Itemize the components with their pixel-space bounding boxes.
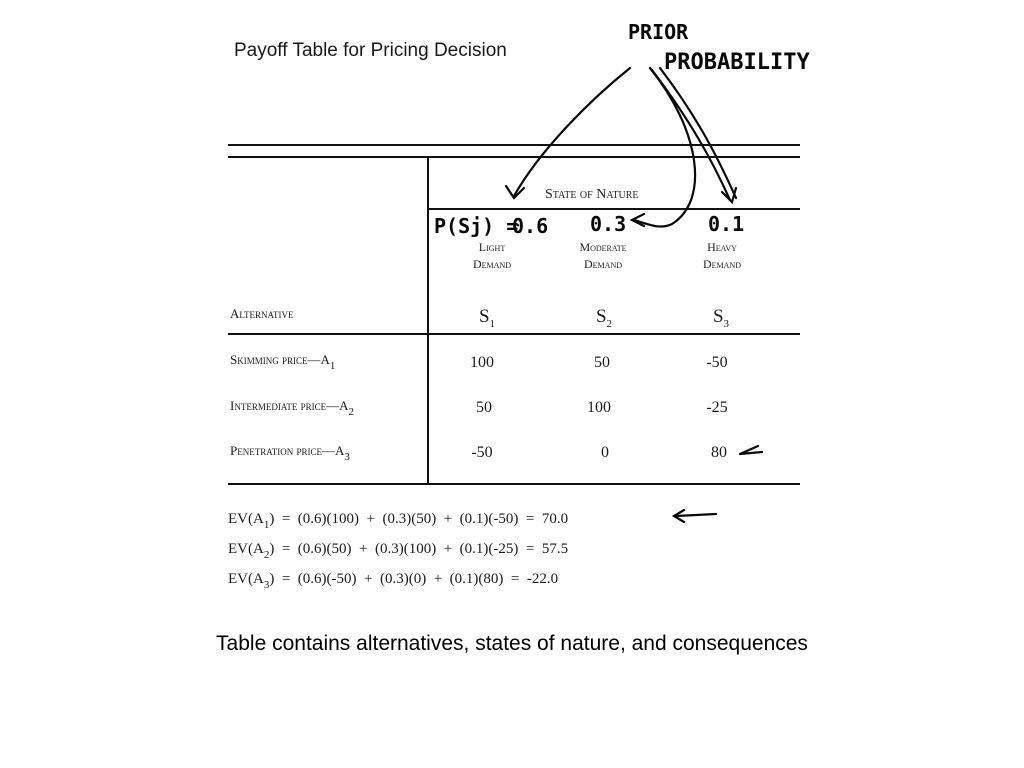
payoff-a1-s1: 100 xyxy=(470,354,494,371)
annotation-prior: PRIOR xyxy=(628,20,689,44)
payoff-a2-s1: 50 xyxy=(476,399,492,416)
row-label-skimming: Skimming $price—A_1$ xyxy=(230,352,336,372)
state-symbol-2: $S_2$ xyxy=(595,306,613,330)
state-moderate-header: Moderate Demand xyxy=(579,240,627,271)
slide-caption: Table contains alternatives, states of nature, and consequences xyxy=(216,632,808,655)
probability-prefix: P(Sj) = xyxy=(434,214,519,238)
ev-equation-a1: $EV(A_1) = (0.6)(100) + (0.3)(50) + (0.1)(-50) = 70.0$ xyxy=(228,511,569,531)
row-label-penetration: Penetration $price—A_3$ xyxy=(230,443,350,463)
state-of-nature-label: State of Nature xyxy=(545,187,639,202)
probability-heavy: 0.1 xyxy=(708,212,745,236)
state-heavy-header: Heavy Demand xyxy=(703,240,741,271)
ev-equation-a3: $EV(A_3) = (0.6)(-50) + (0.3)(0) + (0.1)(80) = -22.0$ xyxy=(228,571,559,591)
payoff-a1-s3: -50 xyxy=(706,354,728,371)
row-label-intermediate: Intermediate $price—A_2$ xyxy=(230,398,354,418)
payoff-a1-s2: 50 xyxy=(594,354,610,371)
alternative-header: Alternative xyxy=(230,306,294,321)
probability-moderate: 0.3 xyxy=(590,212,627,236)
ev-equation-a2: $EV(A_2) = (0.6)(50) + (0.3)(100) + (0.1)(-25) = 57.5$ xyxy=(228,541,569,561)
page-title: Payoff Table for Pricing Decision xyxy=(234,40,507,61)
state-light-header: Light Demand xyxy=(473,240,511,271)
annotation-probability: PROBABILITY xyxy=(664,50,810,75)
payoff-a2-s2: 100 xyxy=(587,399,611,416)
payoff-a3-s2: 0 xyxy=(601,444,609,461)
probability-light: 0.6 xyxy=(512,214,549,238)
payoff-a2-s3: -25 xyxy=(706,399,728,416)
state-symbol-1: $S_1$ xyxy=(478,306,496,330)
payoff-a3-s1: -50 xyxy=(471,444,493,461)
payoff-a3-s3: 80 xyxy=(711,444,727,461)
state-symbol-3: $S_3$ xyxy=(712,306,730,330)
